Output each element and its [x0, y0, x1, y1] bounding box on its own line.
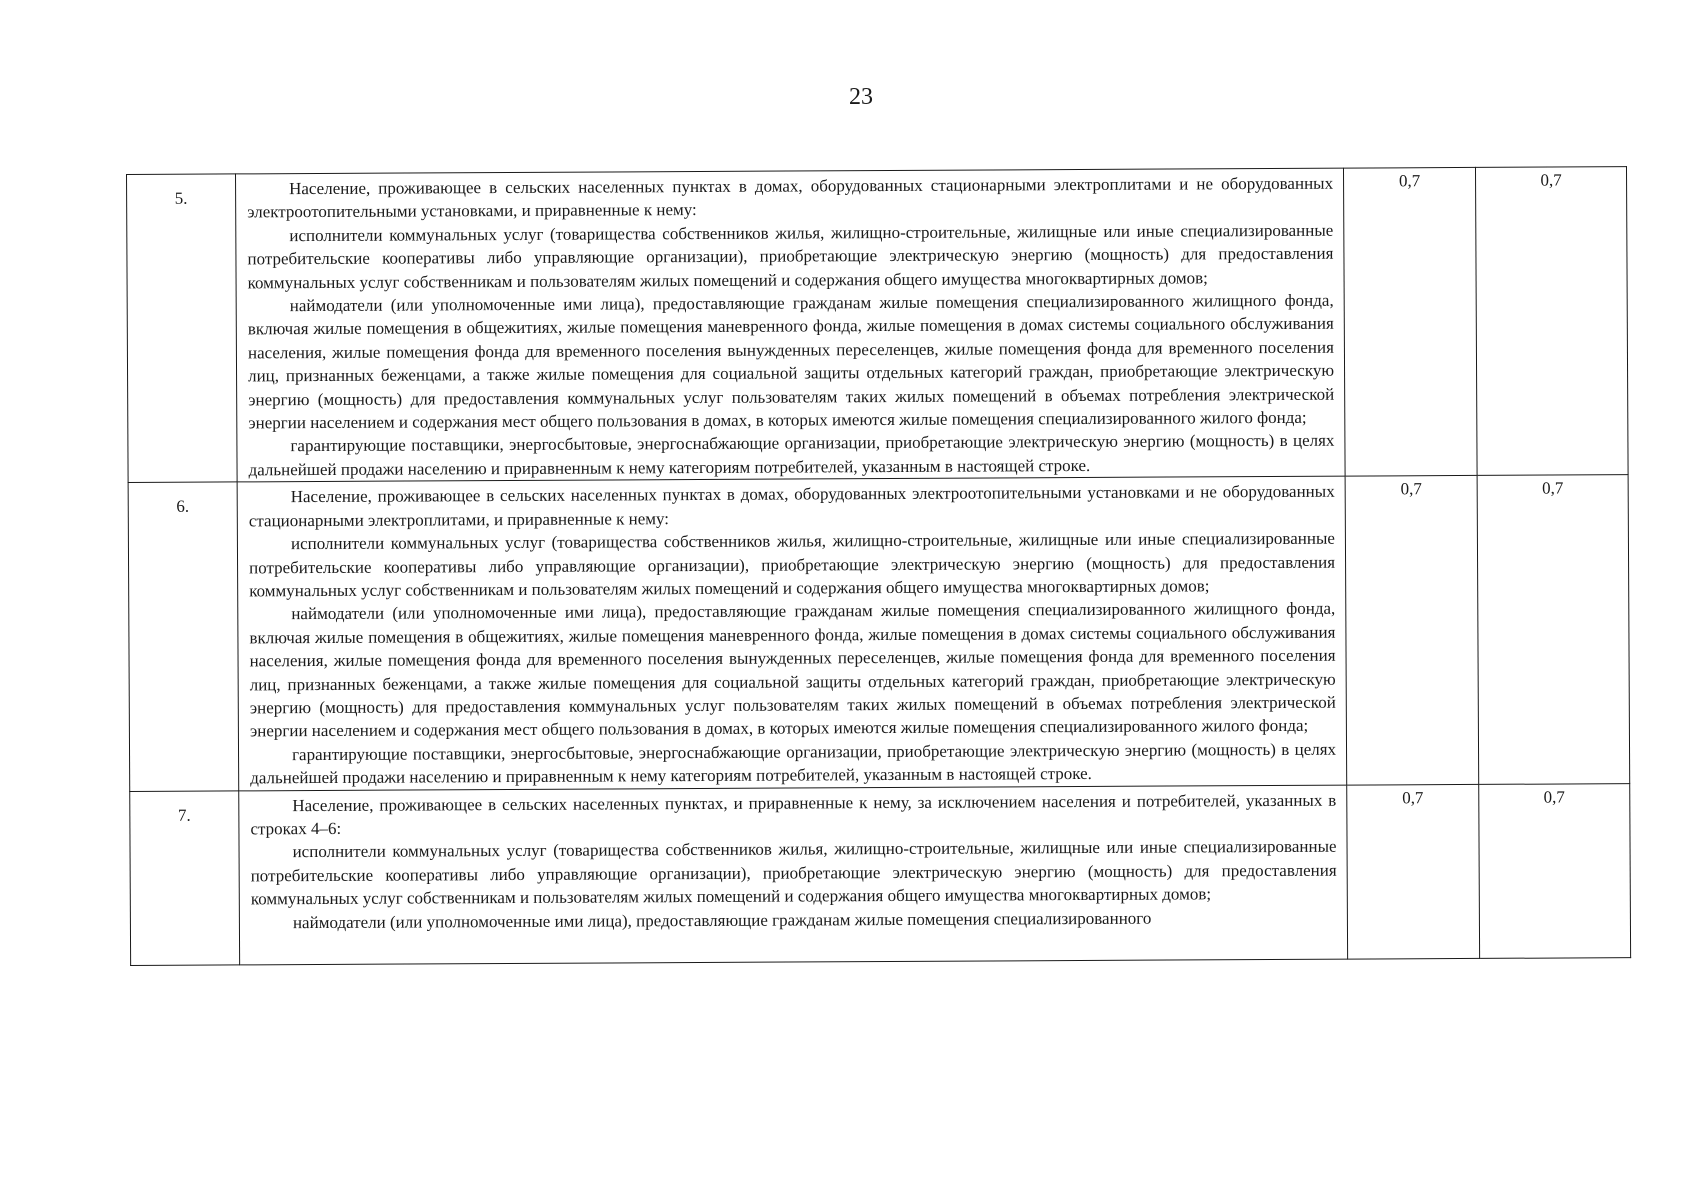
- tariff-table: [126, 166, 1631, 965]
- table-row: [127, 167, 1629, 483]
- value-cell: 0,7: [1479, 783, 1631, 958]
- page-number: 23: [849, 84, 873, 110]
- paragraph: исполнители коммунальных услуг (товарищества собственников жилья, жилищно-строительные, жилищные или иные специализированные потребительские кооперативы либо управляющие организации), приобретающие электрическую энергию (мощность) для предоставления коммунальных услуг собственникам и пользователям жилых помещений и содержания общего имущества многоквартирных домов;: [250, 837, 1337, 909]
- row-number: 6.: [128, 482, 239, 791]
- paragraph: наймодатели (или уполномоченные ими лица), предоставляющие гражданам жилые помещения специализированного жилищного фонда, включая жилые помещения в общежитиях, жилые помещения маневренного фонда, жилые помещения в домах системы социального обслуживания населения, жилые помещения фонда для временного поселения вынужденных переселенцев, жилые помещения фонда для временного поселения лиц, признанных беженцами, а также жилые помещения для социальной защиты отдельных категорий граждан, приобретающие электрическую энергию (мощность) для предоставления коммунальных услуг пользователям таких жилых помещений в объемах потребления электрической энергии населением и содержания мест общего пользования в домах, в которых имеются жилые помещения специализированного жилого фонда;: [249, 598, 1336, 741]
- paragraph: наймодатели (или уполномоченные ими лица), предоставляющие гражданам жилые помещения специализированного: [292, 908, 1152, 932]
- value-cell: 0,7: [1477, 475, 1630, 784]
- paragraph: гарантирующие поставщики, энергосбытовые, энергоснабжающие организации, приобретающие электрическую энергию (мощность) в целях дальнейшей продажи населению и приравненным к нему категориям потребителей, указанным в настоящей строке.: [250, 739, 1337, 788]
- row-description: [236, 168, 1346, 482]
- paragraph: Население, проживающее в сельских населенных пунктах, и приравненные к нему, за исключением населения и потребителей, указанных в строках 4–6:: [250, 790, 1337, 839]
- paragraph: исполнители коммунальных услуг (товарищества собственников жилья, жилищно-строительные, жилищные или иные специализированные потребительские кооперативы либо управляющие организации), приобретающие электрическую энергию (мощность) для предоставления коммунальных услуг собственникам и пользователям жилых помещений и содержания общего имущества многоквартирных домов;: [249, 528, 1336, 601]
- row-number: 5.: [127, 174, 238, 483]
- row-description: [239, 785, 1348, 965]
- value-cell: 0,7: [1343, 167, 1477, 476]
- paragraph: Население, проживающее в сельских населенных пунктах в домах, оборудованных стационарными электроплитами и не оборудованных электроотопительными установками, и приравненные к нему:: [247, 173, 1334, 222]
- paragraph: гарантирующие поставщики, энергосбытовые, энергоснабжающие организации, приобретающие электрическую энергию (мощность) в целях дальнейшей продажи населению и приравненным к нему категориям потребителей, указанным в настоящей строке.: [248, 431, 1335, 480]
- paragraph: исполнители коммунальных услуг (товарищества собственников жилья, жилищно-строительные, жилищные или иные специализированные потребительские кооперативы либо управляющие организации), приобретающие электрическую энергию (мощность) для предоставления коммунальных услуг собственникам и пользователям жилых помещений и содержания общего имущества многоквартирных домов;: [247, 220, 1334, 292]
- value-cell: 0,7: [1475, 167, 1628, 476]
- paragraph: Население, проживающее в сельских населенных пунктах в домах, оборудованных электроотопительными установками и не оборудованных стационарными электроплитами, и приравненные к нему:: [248, 481, 1335, 531]
- table-row: [128, 475, 1630, 791]
- paragraph: наймодатели (или уполномоченные ими лица), предоставляющие гражданам жилые помещения специализированного жилищного фонда, включая жилые помещения в общежитиях, жилые помещения маневренного фонда, жилые помещения в домах системы социального обслуживания населения, жилые помещения фонда для временного поселения вынужденных переселенцев, жилые помещения фонда для временного поселения лиц, признанных беженцами, а также жилые помещения для социальной защиты отдельных категорий граждан, приобретающие электрическую энергию (мощность) для предоставления коммунальных услуг пользователям таких жилых помещений в объемах потребления электрической энергии населением и содержания мест общего пользования в домах, в которых имеются жилые помещения специализированного жилого фонда;: [247, 290, 1335, 433]
- row-number: 7.: [130, 790, 240, 965]
- table-row: [130, 783, 1631, 965]
- value-cell: 0,7: [1347, 784, 1480, 959]
- row-description: [237, 476, 1347, 790]
- value-cell: 0,7: [1345, 476, 1479, 785]
